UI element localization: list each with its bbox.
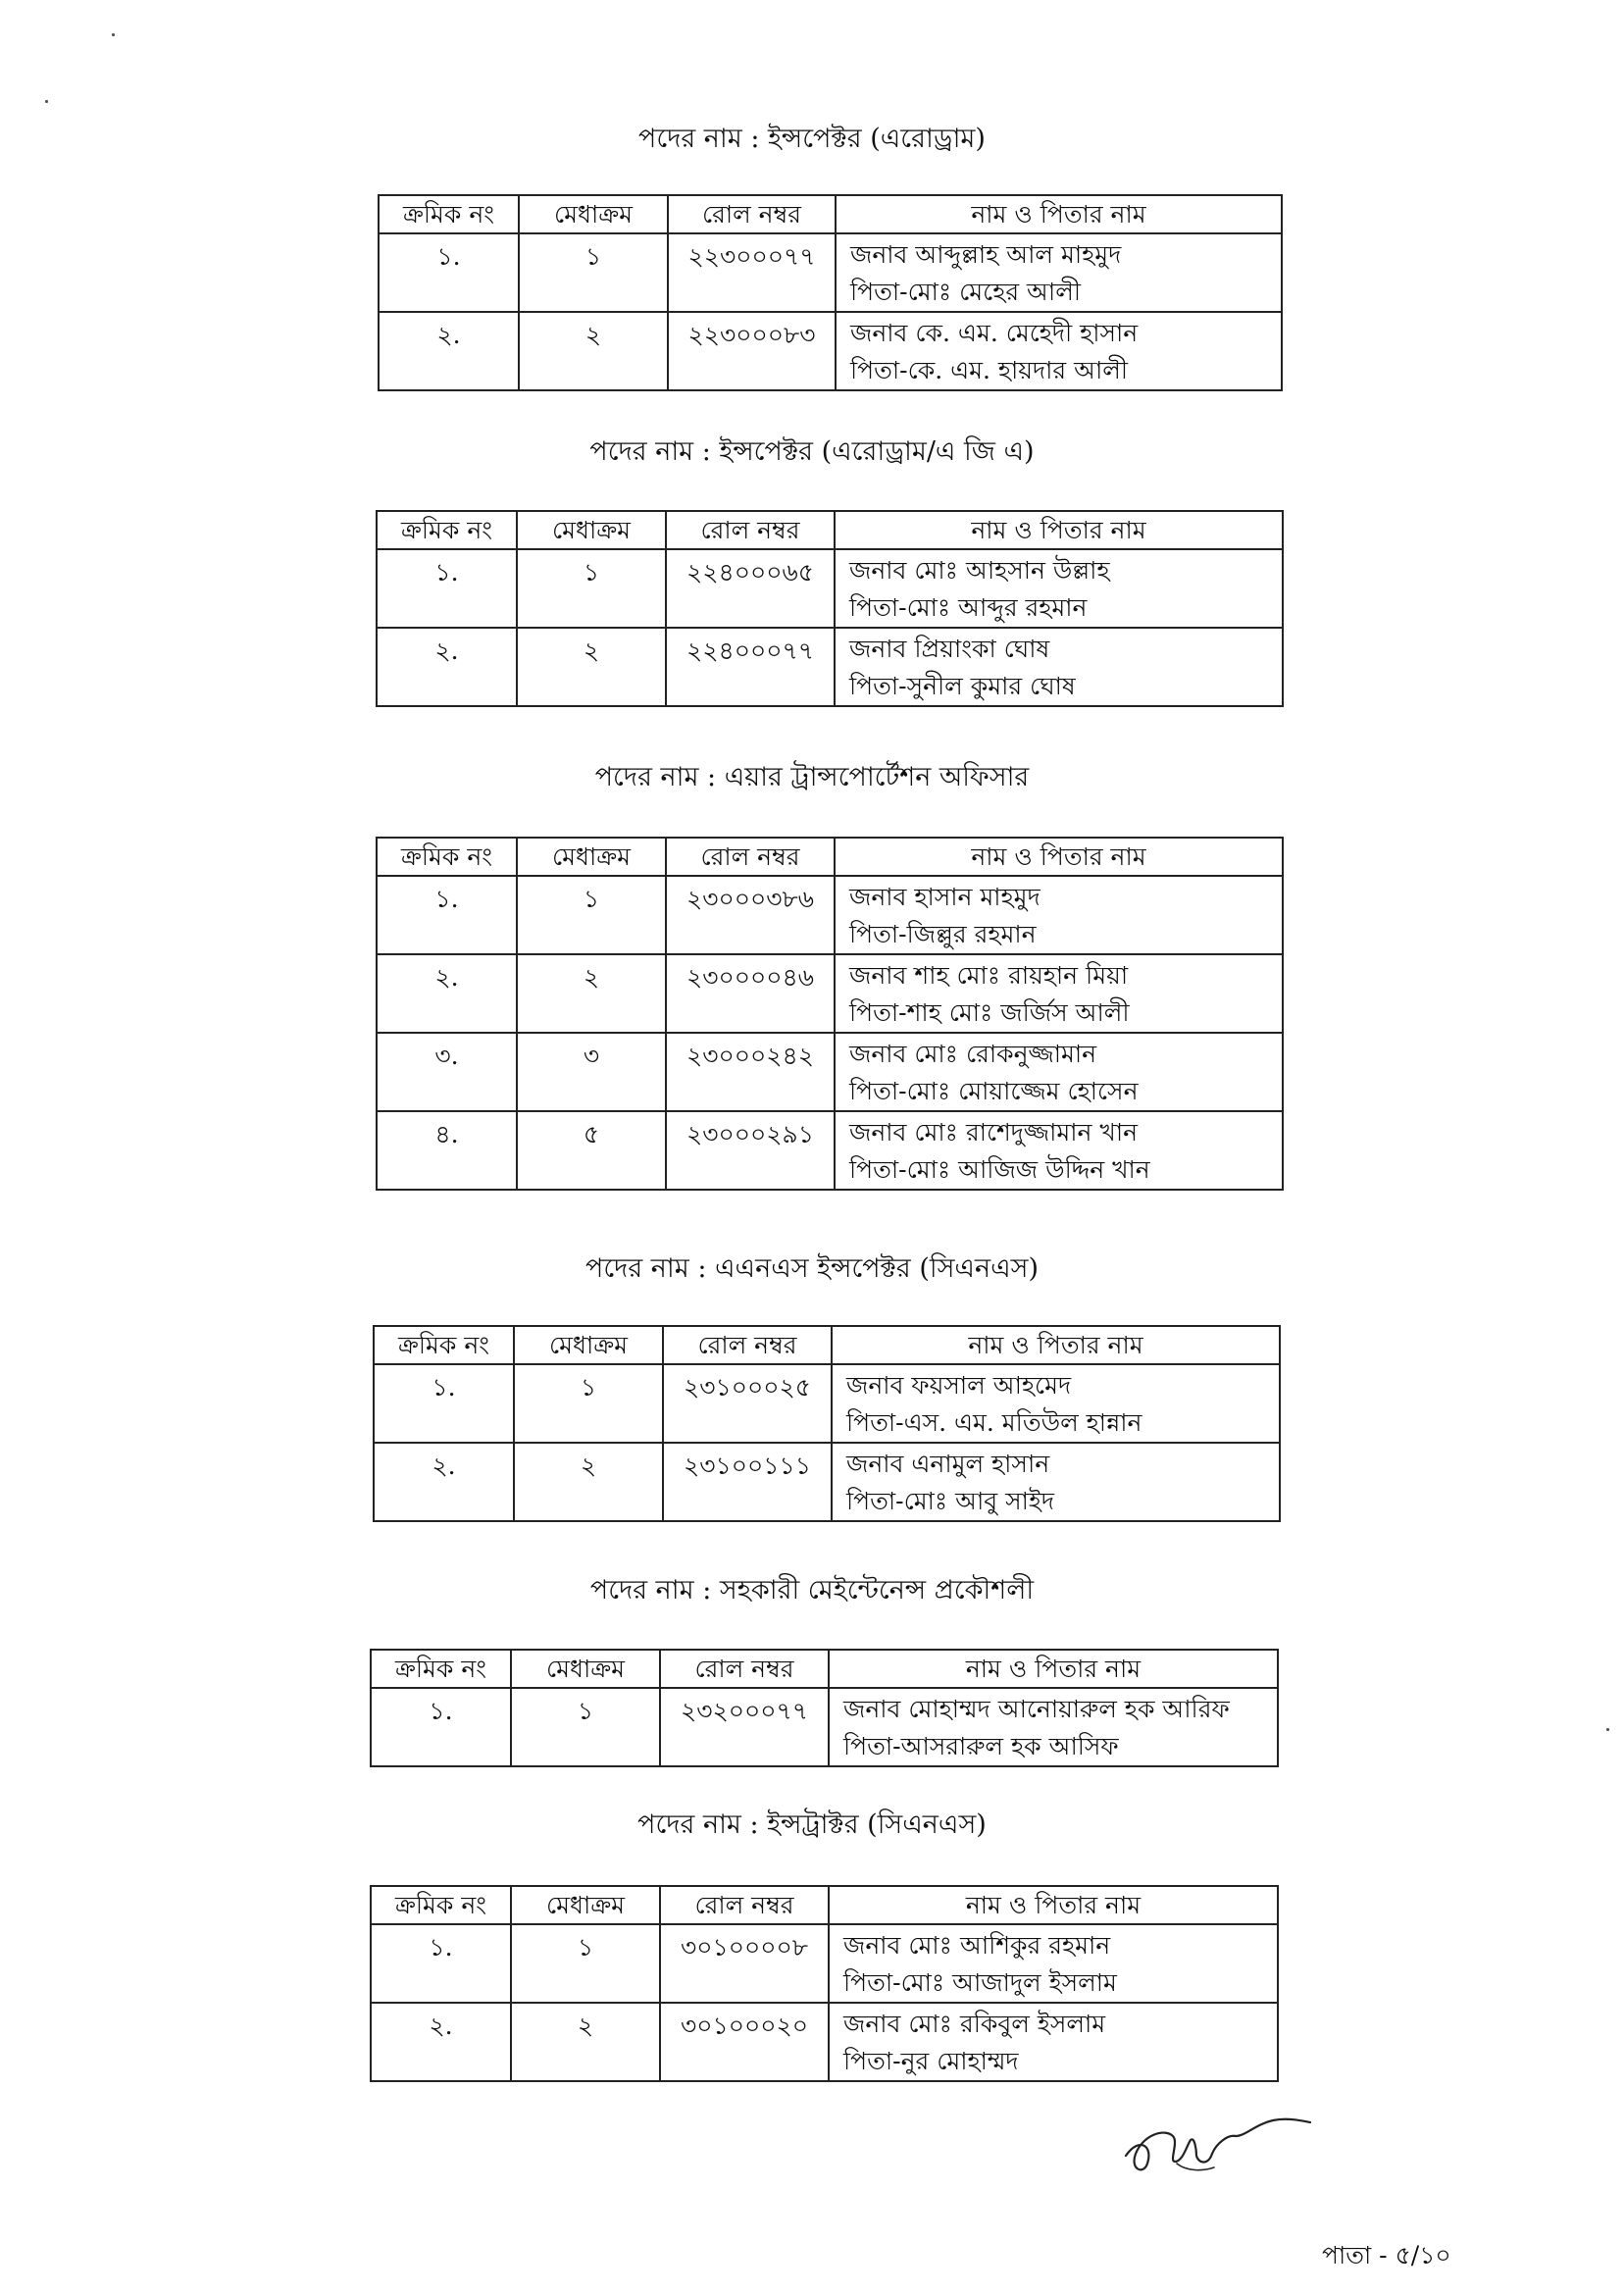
- column-header-serial: ক্রমিক নং: [379, 195, 519, 233]
- cell-roll: [666, 876, 835, 954]
- section-title: পদের নাম : ইন্সপেক্টর (এরোড্রাম/এ জি এ): [589, 436, 1035, 467]
- serial-value: ২.: [429, 2012, 453, 2040]
- table-header-row: [379, 195, 1282, 233]
- candidate-name: জনাব আব্দুল্লাহ আল মাহমুদ: [850, 240, 1122, 269]
- cell-merit: [517, 1111, 666, 1190]
- roll-value: ৩০১০০০০৮: [681, 1933, 808, 1962]
- roll-value: ২৩১০০১১১: [684, 1452, 811, 1480]
- cell-name: [836, 312, 1282, 390]
- results-table: [376, 510, 1284, 707]
- cell-roll: [666, 1033, 835, 1111]
- cell-roll: [668, 233, 836, 312]
- father-name: পিতা-আসরারুল হক আসিফ: [843, 1732, 1119, 1760]
- roll-value: ২২৪০০০৬৫: [686, 558, 814, 586]
- cell-roll: [666, 628, 835, 706]
- serial-value: ১.: [429, 1697, 453, 1725]
- column-header-merit: মেধাক্রম: [517, 838, 666, 876]
- serial-value: ১.: [436, 242, 461, 271]
- column-header-name: নাম ও পিতার নাম: [829, 1886, 1278, 1924]
- table-header-row: [377, 511, 1283, 549]
- cell-merit: [517, 628, 666, 706]
- cell-merit: [517, 954, 666, 1033]
- merit-value: ৫: [583, 1120, 600, 1148]
- serial-value: ১.: [434, 558, 459, 586]
- cell-roll: [663, 1443, 832, 1521]
- cell-name: [829, 1688, 1278, 1766]
- cell-merit: [517, 549, 666, 628]
- column-header-serial: ক্রমিক নং: [377, 511, 517, 549]
- table-row: [371, 2003, 1278, 2081]
- candidate-name: জনাব মোঃ রাশেদুজ্জামান খান: [849, 1118, 1138, 1146]
- cell-merit: [519, 312, 668, 390]
- roll-value: ২৩১০০০২৫: [684, 1373, 811, 1401]
- merit-value: ২: [583, 637, 600, 665]
- cell-roll: [666, 549, 835, 628]
- cell-merit: [511, 2003, 660, 2081]
- cell-serial: [377, 1111, 517, 1190]
- cell-merit: [514, 1364, 663, 1443]
- cell-merit: [517, 1033, 666, 1111]
- father-name: পিতা-মোঃ আব্দুর রহমান: [849, 593, 1088, 622]
- cell-serial: [371, 2003, 511, 2081]
- column-header-merit: মেধাক্রম: [511, 1886, 660, 1924]
- father-name: পিতা-সুনীল কুমার ঘোষ: [849, 672, 1076, 700]
- cell-serial: [371, 1924, 511, 2003]
- cell-name: [836, 233, 1282, 312]
- column-header-merit: মেধাক্রম: [514, 1326, 663, 1364]
- column-header-roll: রোল নম্বর: [663, 1326, 832, 1364]
- serial-value: ১.: [429, 1933, 453, 1962]
- column-header-roll: রোল নম্বর: [666, 838, 835, 876]
- cell-roll: [660, 1924, 829, 2003]
- table-row: [377, 1033, 1283, 1111]
- table-row: [377, 549, 1283, 628]
- roll-value: ২২৪০০০৭৭: [685, 637, 814, 665]
- cell-name: [835, 628, 1283, 706]
- candidate-name: জনাব মোঃ আশিকুর রহমান: [843, 1931, 1111, 1960]
- candidate-name: জনাব প্রিয়াংকা ঘোষ: [849, 635, 1050, 663]
- table-row: [371, 1924, 1278, 2003]
- father-name: পিতা-মোঃ আজাদুল ইসলাম: [843, 1968, 1117, 1997]
- cell-name: [829, 2003, 1278, 2081]
- cell-roll: [666, 1111, 835, 1190]
- serial-value: ১.: [434, 885, 459, 913]
- roll-value: ২৩২০০০৭৭: [680, 1697, 809, 1725]
- serial-value: ২.: [436, 321, 461, 349]
- cell-merit: [517, 876, 666, 954]
- merit-value: ২: [584, 321, 602, 349]
- column-header-merit: মেধাক্রম: [517, 511, 666, 549]
- column-header-name: নাম ও পিতার নাম: [829, 1650, 1278, 1688]
- column-header-serial: ক্রমিক নং: [377, 838, 517, 876]
- cell-serial: [377, 1033, 517, 1111]
- column-header-serial: ক্রমিক নং: [371, 1886, 511, 1924]
- section-title: পদের নাম : এয়ার ট্রান্সপোর্টেশন অফিসার: [594, 762, 1030, 792]
- serial-value: ২.: [431, 1452, 456, 1480]
- candidate-name: জনাব ফয়সাল আহমেদ: [846, 1371, 1072, 1400]
- table-row: [377, 1111, 1283, 1190]
- candidate-name: জনাব মোঃ রোকনুজ্জামান: [849, 1040, 1097, 1068]
- merit-value: ১: [577, 1697, 594, 1725]
- column-header-name: নাম ও পিতার নাম: [835, 511, 1283, 549]
- roll-value: ৩০১০০০২০: [680, 2012, 808, 2040]
- serial-value: ২.: [434, 963, 459, 992]
- cell-name: [835, 954, 1283, 1033]
- cell-roll: [663, 1364, 832, 1443]
- section-title: পদের নাম : ইন্সপেক্টর (এরোড্রাম): [638, 124, 986, 154]
- roll-value: ২৩০০০২৪২: [685, 1042, 814, 1070]
- father-name: পিতা-মোঃ আবু সাইদ: [846, 1487, 1055, 1515]
- roll-value: ২২৩০০০৭৭: [687, 242, 816, 271]
- column-header-name: নাম ও পিতার নাম: [835, 838, 1283, 876]
- serial-value: ৪.: [434, 1120, 459, 1148]
- cell-serial: [374, 1443, 514, 1521]
- column-header-roll: রোল নম্বর: [660, 1886, 829, 1924]
- merit-value: ৩: [583, 1042, 600, 1070]
- cell-serial: [377, 954, 517, 1033]
- merit-value: ১: [583, 558, 600, 586]
- cell-serial: [379, 312, 519, 390]
- father-name: পিতা-মোঃ মোয়াজ্জেম হোসেন: [849, 1077, 1139, 1105]
- cell-merit: [519, 233, 668, 312]
- cell-roll: [660, 1688, 829, 1766]
- column-header-merit: মেধাক্রম: [519, 195, 668, 233]
- merit-value: ২: [577, 2012, 594, 2040]
- cell-name: [832, 1443, 1280, 1521]
- cell-name: [829, 1924, 1278, 2003]
- father-name: পিতা-শাহ মোঃ জর্জিস আলী: [849, 998, 1130, 1027]
- father-name: পিতা-এস. এম. মতিউল হান্নান: [846, 1408, 1142, 1437]
- section-title: পদের নাম : সহকারী মেইন্টেনেন্স প্রকৌশলী: [589, 1575, 1035, 1605]
- column-header-name: নাম ও পিতার নাম: [832, 1326, 1280, 1364]
- table-header-row: [371, 1650, 1278, 1688]
- cell-merit: [511, 1924, 660, 2003]
- scan-speck: [45, 100, 48, 103]
- father-name: পিতা-জিল্লুর রহমান: [849, 920, 1037, 948]
- cell-roll: [668, 312, 836, 390]
- scan-speck: [112, 33, 115, 36]
- column-header-roll: রোল নম্বর: [666, 511, 835, 549]
- column-header-roll: রোল নম্বর: [668, 195, 836, 233]
- cell-roll: [666, 954, 835, 1033]
- cell-serial: [379, 233, 519, 312]
- cell-merit: [514, 1443, 663, 1521]
- cell-name: [835, 1033, 1283, 1111]
- results-table: [370, 1885, 1279, 2082]
- roll-value: ২৩০০০০৪৬: [685, 963, 814, 992]
- cell-name: [835, 549, 1283, 628]
- cell-serial: [377, 876, 517, 954]
- cell-serial: [377, 628, 517, 706]
- column-header-serial: ক্রমিক নং: [374, 1326, 514, 1364]
- page-number: পাতা - ৫/১০: [1322, 2241, 1451, 2269]
- cell-serial: [377, 549, 517, 628]
- cell-roll: [660, 2003, 829, 2081]
- cell-name: [835, 876, 1283, 954]
- cell-name: [832, 1364, 1280, 1443]
- table-header-row: [371, 1886, 1278, 1924]
- table-row: [371, 1688, 1278, 1766]
- candidate-name: জনাব শাহ মোঃ রায়হান মিয়া: [849, 961, 1129, 990]
- scan-speck: [1606, 1728, 1609, 1731]
- cell-merit: [511, 1688, 660, 1766]
- table-row: [374, 1364, 1280, 1443]
- results-table: [378, 194, 1283, 391]
- column-header-serial: ক্রমিক নং: [371, 1650, 511, 1688]
- merit-value: ২: [583, 963, 600, 992]
- candidate-name: জনাব মোঃ রকিবুল ইসলাম: [843, 2010, 1106, 2038]
- column-header-merit: মেধাক্রম: [511, 1650, 660, 1688]
- results-table: [373, 1325, 1281, 1522]
- candidate-name: জনাব মোহাম্মদ আনোয়ারুল হক আরিফ: [843, 1695, 1230, 1723]
- section-title: পদের নাম : এএনএস ইন্সপেক্টর (সিএনএস): [585, 1253, 1039, 1284]
- merit-value: ১: [583, 885, 600, 913]
- results-table: [370, 1649, 1279, 1767]
- table-row: [379, 233, 1282, 312]
- table-header-row: [374, 1326, 1280, 1364]
- serial-value: ২.: [434, 637, 459, 665]
- table-row: [379, 312, 1282, 390]
- cell-name: [835, 1111, 1283, 1190]
- roll-value: ২৩০০০৩৮৬: [685, 885, 814, 913]
- merit-value: ১: [580, 1373, 597, 1401]
- table-row: [374, 1443, 1280, 1521]
- father-name: পিতা-মোঃ আজিজ উদ্দিন খান: [849, 1155, 1150, 1184]
- table-row: [377, 628, 1283, 706]
- section-title: পদের নাম : ইন্সট্রাক্টর (সিএনএস): [637, 1809, 987, 1840]
- candidate-name: জনাব মোঃ আহসান উল্লাহ: [849, 556, 1110, 585]
- roll-value: ২২৩০০০৮৩: [687, 321, 816, 349]
- serial-value: ৩.: [434, 1042, 459, 1070]
- cell-serial: [374, 1364, 514, 1443]
- father-name: পিতা-কে. এম. হায়দার আলী: [850, 356, 1129, 384]
- table-row: [377, 954, 1283, 1033]
- column-header-name: নাম ও পিতার নাম: [836, 195, 1282, 233]
- candidate-name: জনাব হাসান মাহমুদ: [849, 883, 1040, 911]
- table-header-row: [377, 838, 1283, 876]
- results-table: [376, 837, 1284, 1191]
- merit-value: ১: [584, 242, 602, 271]
- table-row: [377, 876, 1283, 954]
- merit-value: ২: [580, 1452, 597, 1480]
- roll-value: ২৩০০০২৯১: [686, 1120, 814, 1148]
- cell-serial: [371, 1688, 511, 1766]
- column-header-roll: রোল নম্বর: [660, 1650, 829, 1688]
- signature: [1118, 2107, 1314, 2189]
- father-name: পিতা-মোঃ মেহের আলী: [850, 278, 1081, 306]
- candidate-name: জনাব এনামুল হাসান: [846, 1450, 1050, 1478]
- father-name: পিতা-নুর মোহাম্মদ: [843, 2047, 1019, 2075]
- merit-value: ১: [577, 1933, 594, 1962]
- serial-value: ১.: [431, 1373, 456, 1401]
- candidate-name: জনাব কে. এম. মেহেদী হাসান: [850, 319, 1139, 347]
